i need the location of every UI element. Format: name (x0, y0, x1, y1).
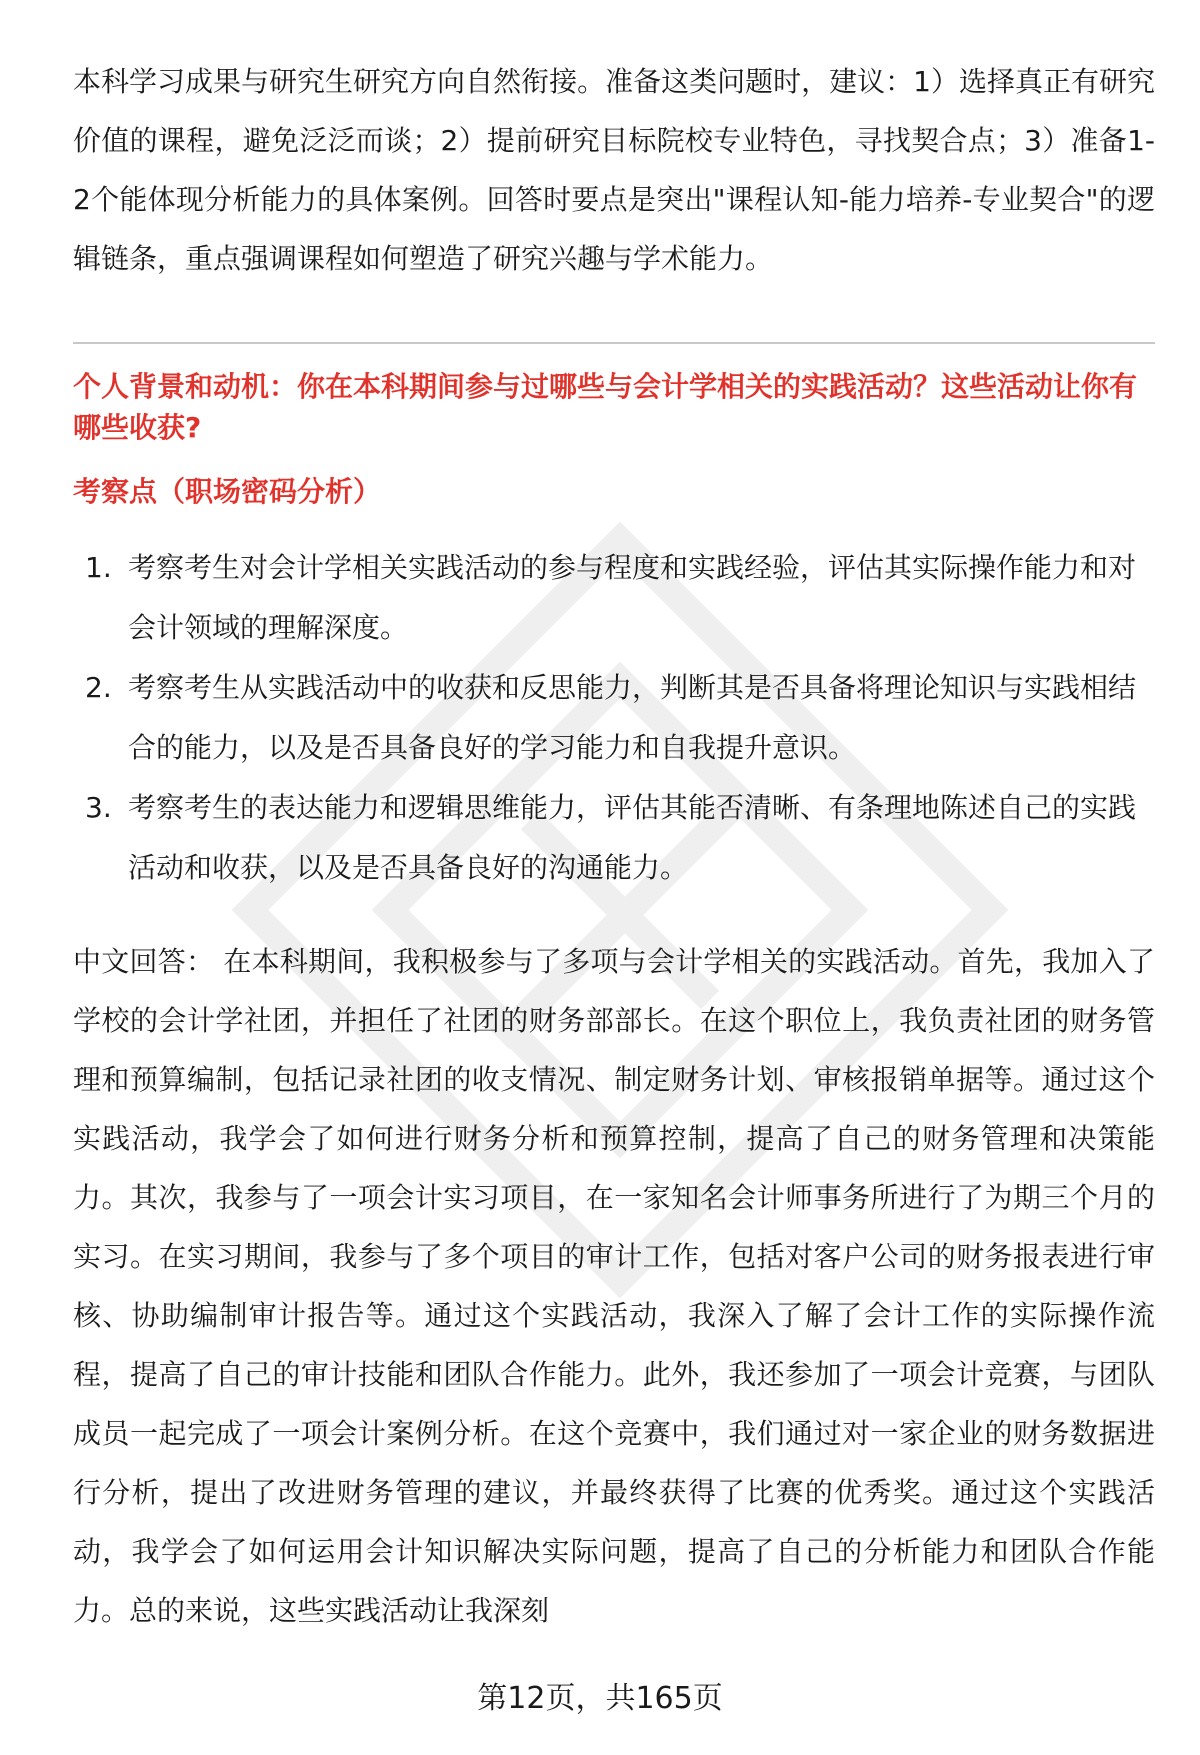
exam-points-heading: 考察点（职场密码分析） (73, 475, 382, 508)
list-item-text: 考察考生对会计学相关实践活动的参与程度和实践经验，评估其实际操作能力和对会计领域的理解深度。 (128, 551, 1137, 644)
list-item (73, 538, 1155, 658)
list-item-text: 考察考生的表达能力和逻辑思维能力，评估其能否清晰、有条理地陈述自己的实践活动和收获，以及是否具备良好的沟通能力。 (128, 791, 1137, 884)
list-item-text: 考察考生从实践活动中的收获和反思能力，判断其是否具备将理论知识与实践相结合的能力，以及是否具备良好的学习能力和自我提升意识。 (128, 671, 1137, 764)
page-footer: 第12页，共165页 (477, 1681, 723, 1716)
list-item-number: 1. (85, 551, 112, 584)
section-divider (73, 342, 1155, 344)
document-page (73, 52, 1155, 1640)
list-item-number: 2. (85, 671, 112, 704)
question-heading: 个人背景和动机：你在本科期间参与过哪些与会计学相关的实践活动？这些活动让你有哪些收获? (73, 370, 1138, 444)
exam-points-list (73, 538, 1155, 898)
list-item-number: 3. (85, 791, 112, 824)
list-item (73, 658, 1155, 778)
intro-paragraph: 本科学习成果与研究生研究方向自然衔接。准备这类问题时，建议：1）选择真正有研究价值的课程，避免泛泛而谈；2）提前研究目标院校专业特色，寻找契合点；3）准备1-2个能体现分析能力的具体案例。回答时要点是突出"课程认知-能力培养-专业契合"的逻辑链条，重点强调课程如何塑造了研究兴趣与学术能力。 (73, 65, 1155, 275)
answer-paragraph: 中文回答： 在本科期间，我积极参与了多项与会计学相关的实践活动。首先，我加入了学校的会计学社团，并担任了社团的财务部部长。在这个职位上，我负责社团的财务管理和预算编制，包括记录社团的收支情况、制定财务计划、审核报销单据等。通过这个实践活动，我学会了如何进行财务分析和预算控制，提高了自己的财务管理和决策能力。其次，我参与了一项会计实习项目，在一家知名会计师事务所进行了为期三个月的实习。在实习期间，我参与了多个项目的审计工作，包括对客户公司的财务报表进行审核、协助编制审计报告等。通过这个实践活动，我深入了解了会计工作的实际操作流程，提高了自己的审计技能和团队合作能力。此外，我还参加了一项会计竞赛，与团队成员一起完成了一项会计案例分析。在这个竞赛中，我们通过对一家企业的财务数据进行分析，提出了改进财务管理的建议，并最终获得了比赛的优秀奖。通过这个实践活动，我学会了如何运用会计知识解决实际问题，提高了自己的分析能力和团队合作能力。总的来说，这些实践活动让我深刻 (73, 945, 1155, 1627)
list-item (73, 778, 1155, 898)
